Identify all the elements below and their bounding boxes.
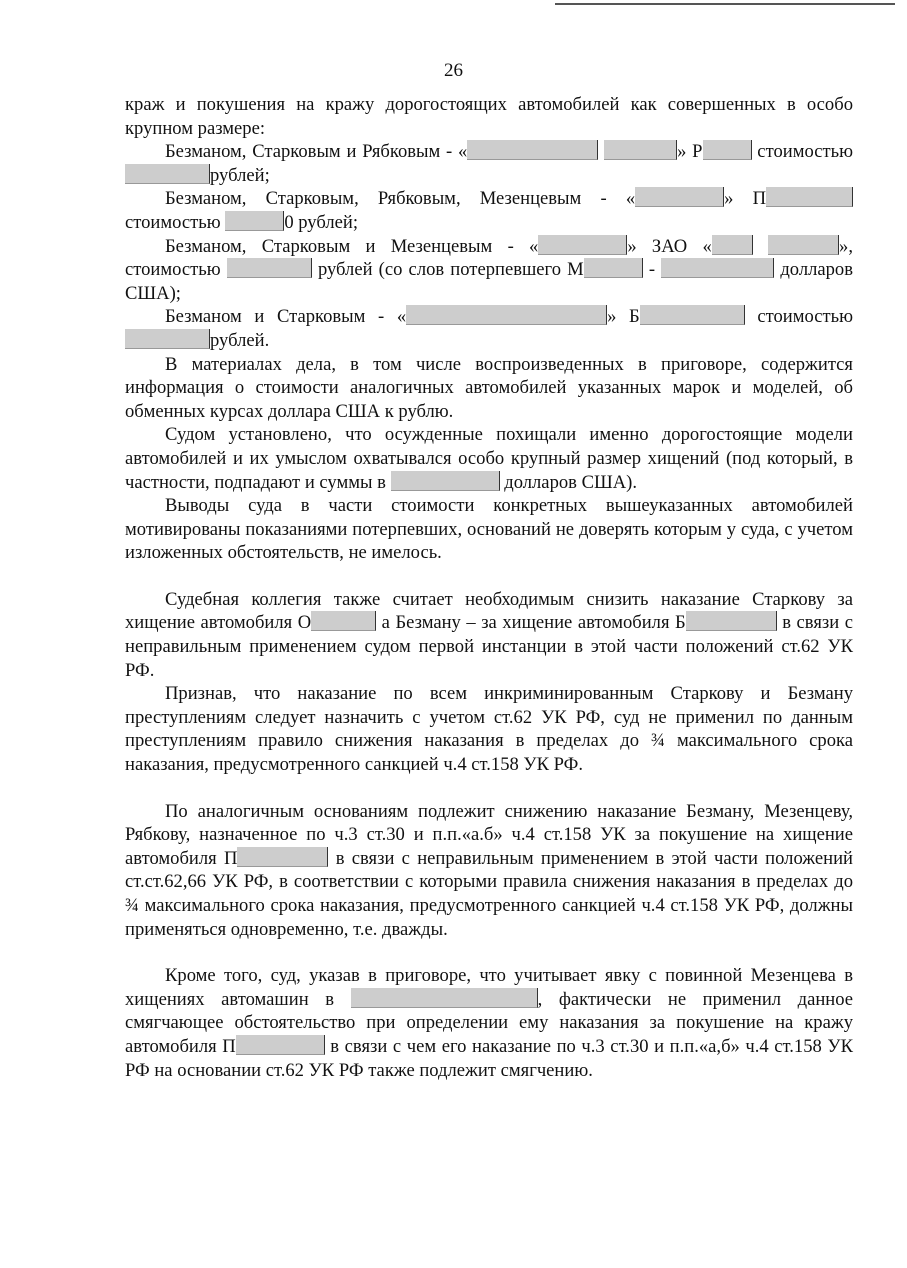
paragraph <box>125 93 853 140</box>
text-run: в связи с неправильным применением в этой части положений ст.ст.62,66 УК РФ, в соответствии с которыми правила снижения наказания в пределах до ¾ максимального срока наказания, предусмотренного санкцией ч.4 ст.158 УК РФ, должны применяться одновременно, т.е. дважды. <box>125 847 854 940</box>
redaction-box <box>125 164 210 184</box>
text-run: Безманом, Старковым и Рябковым - « <box>165 141 468 163</box>
text-run: » П <box>724 188 767 210</box>
text-run: Кроме того, суд, указав в приговоре, что учитывает явку с повинной Мезенцева в хищениях автомашин в <box>125 965 853 1010</box>
text-run: стоимостью <box>744 306 853 328</box>
top-rule <box>555 3 895 5</box>
redaction-box <box>236 1035 325 1055</box>
text-run: рублей (со слов потерпевшего М <box>311 259 584 281</box>
paragraph <box>125 682 853 776</box>
paragraph-gap <box>125 941 853 964</box>
redaction-box <box>538 235 627 255</box>
redaction-box <box>686 611 777 631</box>
page-number: 26 <box>444 60 463 81</box>
paragraph-gap <box>125 565 853 588</box>
text-run: - <box>642 259 662 281</box>
text-run: Безманом, Старковым и Мезенцевым - « <box>165 235 539 257</box>
paragraph <box>125 800 853 942</box>
paragraph <box>125 964 853 1082</box>
text-run: По аналогичным основаниям подлежит снижению наказание Безману, Мезенцеву, Рябкову, назначенное по ч.3 ст.30 и п.п.«а.б» ч.4 ст.158 УК за покушение на хищение автомобиля П <box>125 800 853 869</box>
text-run: Судом установлено, что осужденные похищали именно дорогостоящие модели автомобилей и их умыслом охватывался особо крупный размер хищений (под который, в частности, подпадают и суммы в <box>125 424 853 493</box>
text-run: , фактически не применил данное смягчающее обстоятельство при определении ему наказания за покушение на кражу автомобиля П <box>125 988 854 1057</box>
redaction-box <box>661 258 774 278</box>
text-run: в связи с чем его наказание по ч.3 ст.30 и п.п.«а,б» ч.4 ст.158 УК РФ на основании ст.62 УК РФ также подлежит смягчению. <box>125 1035 853 1081</box>
paragraph <box>125 494 853 565</box>
text-run: Выводы суда в части стоимости конкретных вышеуказанных автомобилей мотивированы показаниями потерпевших, оснований не доверять которым у суда, с учетом изложенных обстоятельств, не имелось. <box>125 495 853 564</box>
text-run: стоимостью <box>751 141 853 163</box>
text-run: в связи с неправильным применением судом первой инстанции в этой части положений ст.62 УК РФ. <box>125 612 853 681</box>
text-run: рублей; <box>210 164 270 186</box>
text-run: долларов США). <box>499 471 638 493</box>
paragraph <box>125 235 853 306</box>
redaction-box <box>406 305 607 325</box>
redaction-box <box>712 235 753 255</box>
redaction-box <box>766 187 853 207</box>
redaction-box <box>225 211 284 231</box>
redaction-box <box>584 258 643 278</box>
paragraph <box>125 353 853 424</box>
text-run: рублей. <box>210 329 270 351</box>
text-run: Безманом, Старковым, Рябковым, Мезенцевым - « <box>165 188 636 210</box>
text-run: » ЗАО « <box>627 235 712 257</box>
document-body <box>125 93 853 1082</box>
text-run: » Б <box>607 306 640 328</box>
text-run: В материалах дела, в том числе воспроизведенных в приговоре, содержится информация о стоимости аналогичных автомобилей указанных марок и моделей, об обменных курсах доллара США к рублю. <box>125 353 853 422</box>
text-run: Признав, что наказание по всем инкриминированным Старкову и Безману преступлениям следует назначить с учетом ст.62 УК РФ, суд не применил по данным преступлениям правило снижения наказания в пределах до ¾ максимального срока наказания, предусмотренного санкцией ч.4 ст.158 УК РФ. <box>125 683 853 776</box>
text-run: а Безману – за хищение автомобиля Б <box>376 612 686 634</box>
text-run: долларов США); <box>125 259 854 304</box>
paragraph <box>125 140 853 187</box>
text-run <box>753 236 768 257</box>
paragraph-gap <box>125 777 853 800</box>
redaction-box <box>768 235 839 255</box>
text-run: » Р <box>677 141 703 163</box>
paragraph <box>125 588 853 682</box>
text-run: краж и покушения на кражу дорогостоящих автомобилей как совершенных в особо крупном размере: <box>125 94 853 139</box>
text-run: стоимостью <box>125 211 226 233</box>
redaction-box <box>311 611 376 631</box>
redaction-box <box>467 140 598 160</box>
redaction-box <box>227 258 312 278</box>
text-run: Безманом и Старковым - « <box>165 306 407 328</box>
text-run: Судебная коллегия также считает необходимым снизить наказание Старкову за хищение автомобиля О <box>125 588 853 634</box>
redaction-box <box>125 329 210 349</box>
redaction-box <box>351 988 538 1008</box>
redaction-box <box>237 847 328 867</box>
text-run: », стоимостью <box>125 235 853 281</box>
redaction-box <box>640 305 745 325</box>
paragraph <box>125 423 853 494</box>
redaction-box <box>604 140 677 160</box>
paragraph <box>125 187 853 234</box>
redaction-box <box>635 187 724 207</box>
paragraph <box>125 305 853 352</box>
text-run: 0 рублей; <box>284 211 359 233</box>
redaction-box <box>703 140 752 160</box>
redaction-box <box>391 471 500 491</box>
